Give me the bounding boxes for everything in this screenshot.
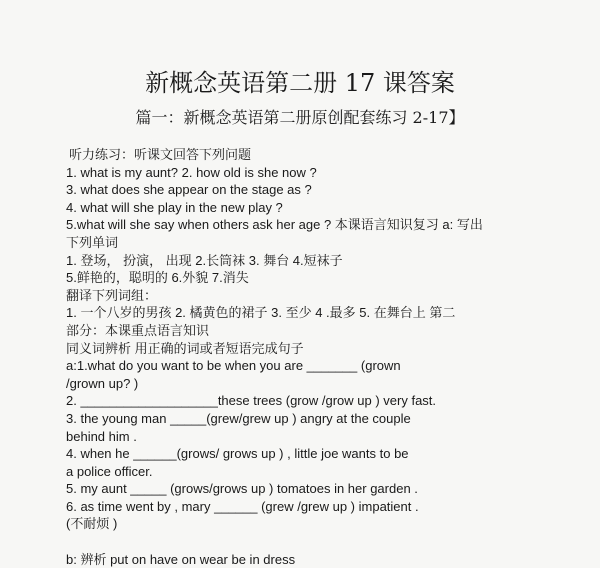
text-line: a:1.what do you want to be when you are _______ (grown [66, 358, 401, 374]
document-subtitle: 篇一：新概念英语第二册原创配套练习 2-17】 [135, 108, 465, 127]
text-line: 1. 登场， 扮演， 出现 2.长筒袜 3. 舞台 4.短袜子 [66, 252, 343, 268]
text-line: 部分：本课重点语言知识 [66, 322, 210, 338]
document-title: 新概念英语第二册 17 课答案 [145, 69, 455, 97]
text-line: 4. when he ______(grows/ grows up ) , little joe wants to be [66, 446, 409, 462]
section-heading-translate: 翻译下列词组： [66, 287, 158, 303]
text-line: /grown up? ) [66, 375, 139, 391]
section-heading-synonyms: 同义词辨析 用正确的词或者短语完成句子 [66, 340, 304, 356]
text-line: 5. my aunt _____ (grows/grows up ) tomatoes in her garden . [66, 481, 418, 497]
text-line: 3. the young man _____(grew/grew up ) angry at the couple [66, 410, 411, 426]
text-line: (不耐烦 ) [66, 516, 118, 532]
text-line: 5.鲜艳的，聪明的 6.外貌 7.消失 [66, 270, 249, 286]
blank-line [66, 533, 556, 551]
document-body [66, 146, 556, 568]
text-line: 3. what does she appear on the stage as ? [66, 182, 312, 198]
text-line: behind him . [66, 428, 137, 444]
text-line: 2. ___________________these trees (grow /grow up ) very fast. [66, 393, 437, 409]
text-line: 下列单词 [66, 234, 119, 250]
text-line: b: 辨析 put on have on wear be in dress [66, 551, 296, 567]
text-line: 1. 一个八岁的男孩 2. 橘黄色的裙子 3. 至少 4 .最多 5. 在舞台上 第二 [66, 305, 456, 321]
text-line: 6. as time went by , mary ______ (grew /grew up ) impatient . [66, 498, 419, 514]
text-line: 5.what will she say when others ask her age ? 本课语言知识复习 a: 写出 [66, 217, 483, 233]
section-heading-listening: 听力练习：听课文回答下列问题 [69, 147, 252, 162]
text-line: 4. what will she play in the new play ? [66, 199, 283, 215]
text-line: a police officer. [66, 463, 153, 479]
text-line: 1. what is my aunt? 2. how old is she now ? [66, 164, 317, 180]
